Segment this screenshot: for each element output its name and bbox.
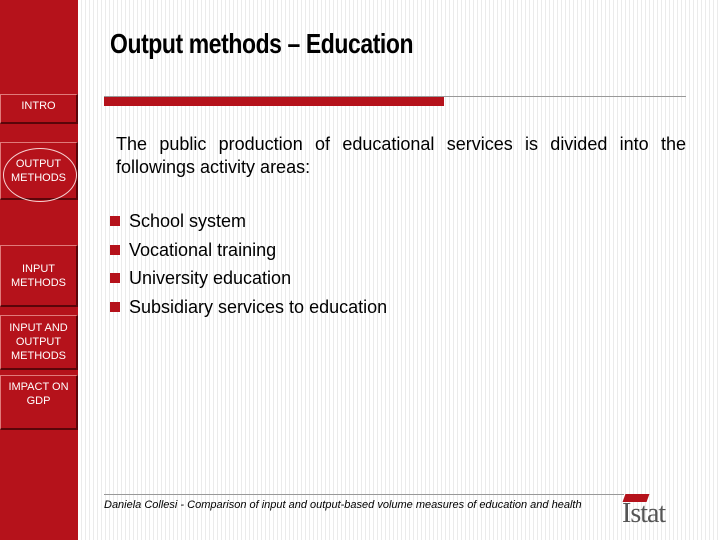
- bullet-square-icon: [110, 245, 120, 255]
- bullet-text: University education: [129, 268, 292, 288]
- nav-output-methods-button[interactable]: OUTPUT METHODS: [0, 142, 78, 200]
- footer-caption: Daniela Collesi - Comparison of input and output-based volume measures of education and health: [104, 499, 582, 511]
- list-item: [110, 207, 387, 236]
- bullet-text: School system: [129, 211, 247, 231]
- list-item: [110, 293, 387, 322]
- bullet-text: Vocational training: [129, 239, 277, 260]
- nav-intro-button[interactable]: INTRO: [0, 94, 78, 124]
- list-item: [110, 236, 387, 265]
- bullet-text: Subsidiary services to education: [129, 296, 388, 317]
- list-item: [110, 264, 387, 293]
- intro-paragraph: The public production of educational services is divided into the followings activity areas:: [116, 134, 686, 177]
- istat-logo: Istat: [622, 498, 666, 529]
- slide-title: Output methods – Education: [110, 28, 414, 59]
- nav-impact-on-gdp-button[interactable]: IMPACT ON GDP: [0, 375, 78, 430]
- nav-input-output-methods-button[interactable]: INPUT AND OUTPUT METHODS: [0, 315, 78, 370]
- bullet-list: [110, 207, 387, 321]
- bullet-square-icon: [110, 216, 120, 226]
- nav-input-methods-button[interactable]: INPUT METHODS: [0, 245, 78, 307]
- bullet-square-icon: [110, 273, 120, 283]
- footer-divider: [104, 494, 624, 495]
- title-accent-bar: [104, 97, 444, 106]
- bullet-square-icon: [110, 302, 120, 312]
